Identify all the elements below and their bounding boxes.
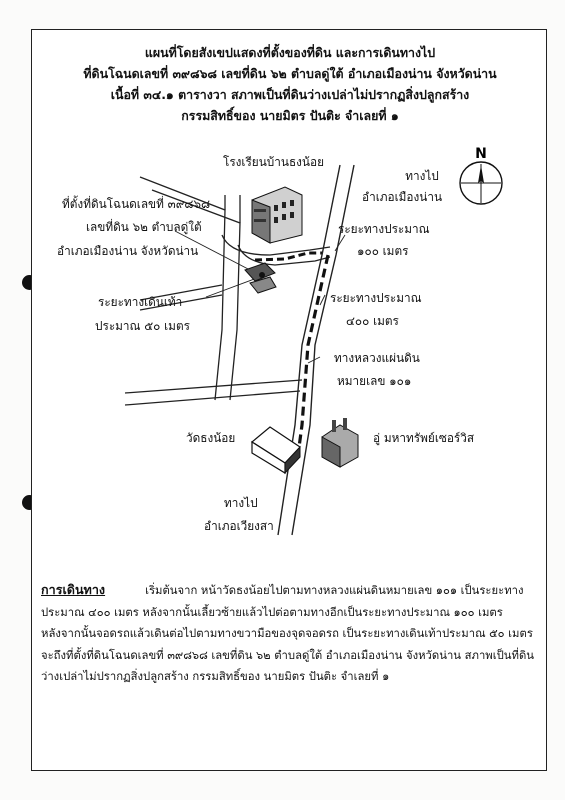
header-line-4: กรรมสิทธิ์ของ นายมิตร ปันติะ จำเลยที่ ๑	[181, 108, 399, 123]
route-dashed-line	[298, 255, 328, 455]
travel-line-4: จะถึงที่ตั้งที่ดินโฉนดเลขที่ ๓๙๘๖๘ เลขที่ดิน ๖๒ ตำบลดู่ใต้ อำเภอเมืองน่าน จังหวัดน่าน สภาพเป็นที่ดิน	[41, 648, 535, 662]
land-label-3: อำเภอเมืองน่าน จังหวัดน่าน	[57, 244, 199, 258]
to-city-label-2: อำเภอเมืองน่าน	[362, 190, 443, 204]
distance-400-label-2: ๔๐๐ เมตร	[346, 314, 399, 328]
travel-line-2: ประมาณ ๔๐๐ เมตร หลังจากนั้นเลี้ยวซ้ายแล้วไปต่อตามทางอีกเป็นระยะทางประมาณ ๑๐๐ เมตร	[41, 605, 503, 619]
cross-road-line	[125, 380, 302, 393]
land-plot-icon	[245, 263, 276, 293]
distance-400-label-1: ระยะทางประมาณ	[330, 291, 422, 305]
temple-building-icon	[252, 427, 300, 473]
walk-label-1: ระยะทางเดินเท้า	[98, 295, 183, 309]
travel-line-1: เริ่มต้นจาก หน้าวัดธงน้อยไปตามทางหลวงแผ่นดินหมายเลข ๑๐๑ เป็นระยะทาง	[145, 584, 524, 597]
land-label-1: ที่ตั้งที่ดินโฉนดเลขที่ ๓๙๘๖๘	[62, 197, 211, 211]
to-city-label-1: ทางไป	[405, 169, 439, 183]
to-wiang-label-1: ทางไป	[224, 496, 258, 510]
header-line-2: ที่ดินโฉนดเลขที่ ๓๙๘๖๘ เลขที่ดิน ๖๒ ตำบลดู่ใต้ อำเภอเมืองน่าน จังหวัดน่าน	[83, 66, 497, 81]
travel-line-5: ว่างเปล่าไม่ปรากฏสิ่งปลูกสร้าง กรรมสิทธิ์ของ นายมิตร ปันติะ จำเลยที่ ๑	[41, 670, 390, 683]
walk-label-2: ประมาณ ๕๐ เมตร	[95, 319, 190, 333]
travel-description	[41, 579, 535, 688]
travel-heading: การเดินทาง	[41, 582, 106, 597]
compass-letter: N	[475, 146, 487, 162]
distance-100-label-1: ระยะทางประมาณ	[338, 222, 430, 236]
header-line-3: เนื้อที่ ๓๔.๑ ตารางวา สภาพเป็นที่ดินว่างเปล่าไม่ปรากฏสิ่งปลูกสร้าง	[110, 87, 470, 102]
temple-label: วัดธงน้อย	[186, 431, 236, 445]
to-wiang-label-2: อำเภอเวียงสา	[204, 519, 274, 533]
school-label: โรงเรียนบ้านธงน้อย	[223, 155, 324, 169]
garage-building-icon	[322, 418, 358, 467]
route-dashed-line	[255, 253, 322, 260]
land-label-2: เลขที่ดิน ๖๒ ตำบลดู่ใต้	[86, 220, 202, 234]
highway-label-1: ทางหลวงแผ่นดิน	[334, 351, 420, 365]
branch-road-line	[238, 245, 330, 265]
garage-label: อู่ มหาทรัพย์เซอร์วิส	[373, 431, 475, 445]
travel-line-3: หลังจากนั้นจอดรถแล้วเดินต่อไปตามทางขวามือของจุดจอดรถ เป็นระยะทางเดินเท้าประมาณ ๕๐ เมตร	[41, 627, 533, 640]
cross-road-line	[125, 391, 300, 405]
school-building-icon	[252, 187, 302, 243]
header-line-1: แผนที่โดยสังเขปแสดงที่ตั้งของที่ดิน และการเดินทางไป	[144, 45, 436, 60]
distance-100-label-2: ๑๐๐ เมตร	[357, 244, 409, 258]
highway-label-2: หมายเลข ๑๐๑	[337, 374, 412, 388]
